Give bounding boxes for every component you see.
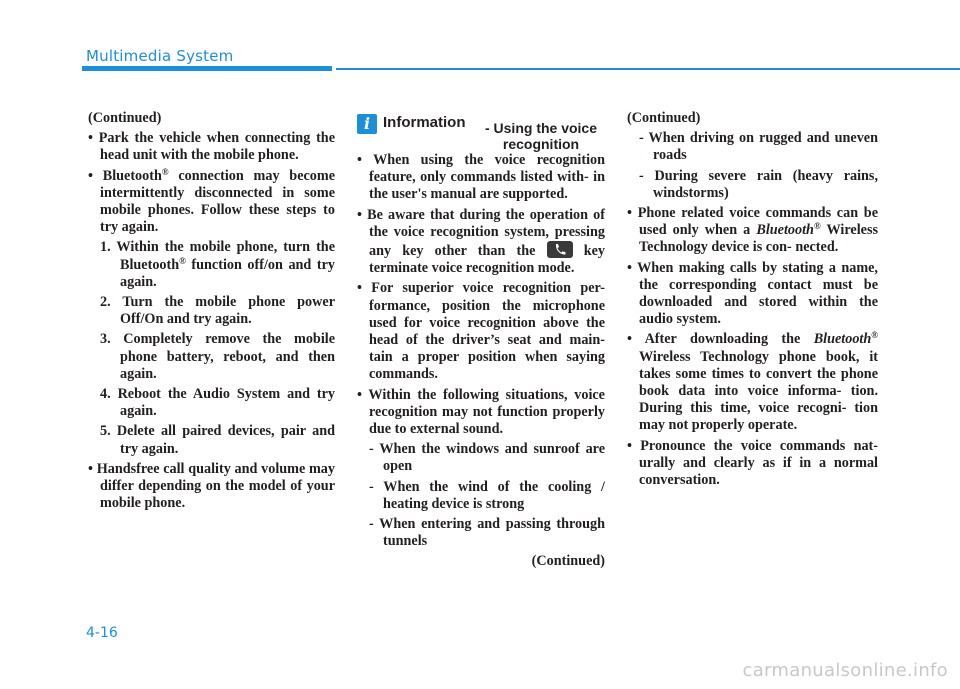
column-middle xyxy=(357,110,605,571)
bluetooth-italic: Bluetooth xyxy=(813,331,872,348)
step-item xyxy=(88,386,335,420)
page-number: 4-16 xyxy=(86,625,118,641)
bullet-item xyxy=(627,331,878,434)
information-header xyxy=(357,110,605,152)
bullet-item xyxy=(357,387,605,439)
bullet-marker: • xyxy=(88,460,93,477)
bullet-marker: • xyxy=(357,386,362,403)
bullet-marker: • xyxy=(357,152,362,168)
bullet-item xyxy=(627,438,878,490)
registered-mark: ® xyxy=(179,255,186,266)
dash-text: When the wind of the cooling / heating device is strong xyxy=(383,478,606,512)
registered-mark: ® xyxy=(813,221,821,232)
step-text: Within the mobile phone, turn the Bluetooth xyxy=(116,239,335,273)
step-item xyxy=(88,239,335,291)
registered-mark: ® xyxy=(871,330,878,341)
bullet-text: Park the vehicle when connecting the head unit with the mobile phone. xyxy=(98,130,335,164)
bluetooth-italic: Bluetooth xyxy=(756,222,814,239)
step-text: function off/on and try again. xyxy=(120,256,335,290)
registered-mark: ® xyxy=(161,166,169,177)
bullet-text: For superior voice recognition per- formance, position the microphone used for voice recognition above the head of the driver’s seat and main- tain a proper position when saying commands. xyxy=(369,280,606,383)
bullet-text: When using the voice recognition feature, only commands listed with- in the user's manual are supported. xyxy=(369,152,605,203)
dash-marker: - xyxy=(369,478,374,495)
dash-item xyxy=(357,479,605,513)
column-left xyxy=(88,110,335,515)
step-text: Reboot the Audio System and try again. xyxy=(117,386,336,420)
bullet-item xyxy=(88,130,335,164)
bullet-text: Wireless Technology phone book, it takes some times to convert the phone book data into voice informa- tion. During this time, voice recogni- tion may not properly operate. xyxy=(639,348,878,434)
continued-label: (Continued) xyxy=(88,110,162,126)
bullet-text: Be aware that during the operation of the voice recognition system, pressing any key other than the xyxy=(367,206,606,260)
bullet-item xyxy=(357,152,605,204)
continued-label: (Continued) xyxy=(627,110,701,126)
step-number: 4. xyxy=(100,386,111,403)
bullet-item xyxy=(88,461,335,513)
bullet-text: Wireless Technology device is con- nected. xyxy=(639,222,878,256)
dash-item xyxy=(357,441,605,475)
step-number: 1. xyxy=(100,239,111,256)
step-item xyxy=(88,294,335,328)
step-number: 2. xyxy=(100,294,111,311)
bullet-item xyxy=(627,205,878,257)
bullet-text: After downloading the xyxy=(644,331,814,348)
bullet-text: When making calls by stating a name, the corresponding contact must be downloaded and stored within the audio system. xyxy=(637,259,878,328)
dash-item xyxy=(627,130,878,164)
bullet-marker: • xyxy=(357,280,362,297)
bullet-text: Pronounce the voice commands nat- urally and clearly as if in a normal conversation. xyxy=(639,437,879,489)
bullet-item xyxy=(357,207,605,278)
dash-marker: - xyxy=(639,167,644,184)
bullet-text: Phone related voice commands can be used only when a xyxy=(637,205,878,239)
bullet-marker: • xyxy=(627,259,632,276)
bullet-item xyxy=(88,168,335,237)
step-text: Turn the mobile phone power Off/On and try again. xyxy=(120,294,335,328)
bullet-text: Handsfree call quality and volume may differ depending on the model of your mobile phone. xyxy=(96,460,335,512)
dash-text: When the windows and sunroof are open xyxy=(379,441,605,475)
bullet-item xyxy=(627,260,878,329)
watermark: carmanualsonline.info xyxy=(742,660,948,681)
step-item xyxy=(88,331,335,383)
bullet-marker: • xyxy=(627,437,632,454)
dash-text: During severe rain (heavy rains, windstorms) xyxy=(653,167,878,201)
dash-marker: - xyxy=(639,130,644,147)
bullet-text: connection may become intermittently disconnected in some mobile phones. Follow these steps to try again. xyxy=(100,167,335,236)
header-rule-thick xyxy=(82,66,332,71)
step-item xyxy=(88,423,335,457)
step-text: Delete all paired devices, pair and try again. xyxy=(116,423,335,457)
phone-call-icon xyxy=(547,241,573,258)
bullet-marker: • xyxy=(88,130,93,147)
bullet-marker: • xyxy=(357,206,362,223)
dash-text: When entering and passing through tunnels xyxy=(379,516,605,550)
dash-item xyxy=(357,516,605,550)
bullet-text: Bluetooth xyxy=(102,167,162,184)
info-icon: i xyxy=(357,114,377,134)
bullet-marker: • xyxy=(627,205,632,222)
bullet-text: key terminate voice recognition mode. xyxy=(369,243,606,277)
dash-marker: - xyxy=(369,516,374,533)
dash-marker: - xyxy=(369,441,374,458)
bullet-item xyxy=(357,280,605,383)
bullet-marker: • xyxy=(88,167,93,184)
step-number: 3. xyxy=(100,331,111,348)
section-title: Multimedia System xyxy=(86,47,234,65)
bullet-marker: • xyxy=(627,331,632,348)
step-number: 5. xyxy=(100,423,111,440)
header-rule-thin xyxy=(336,68,960,70)
dash-item xyxy=(627,168,878,202)
dash-text: When driving on rugged and uneven roads xyxy=(648,130,878,164)
column-right xyxy=(627,110,878,492)
information-subtitle: - Using the voice recognition xyxy=(484,120,598,152)
bullet-text: Within the following situations, voice recognition may not function properly due to external sound. xyxy=(368,386,605,438)
step-text: Completely remove the mobile phone battery, reboot, and then again. xyxy=(120,331,335,382)
continued-label: (Continued) xyxy=(531,553,605,570)
information-label: Information xyxy=(383,114,466,131)
